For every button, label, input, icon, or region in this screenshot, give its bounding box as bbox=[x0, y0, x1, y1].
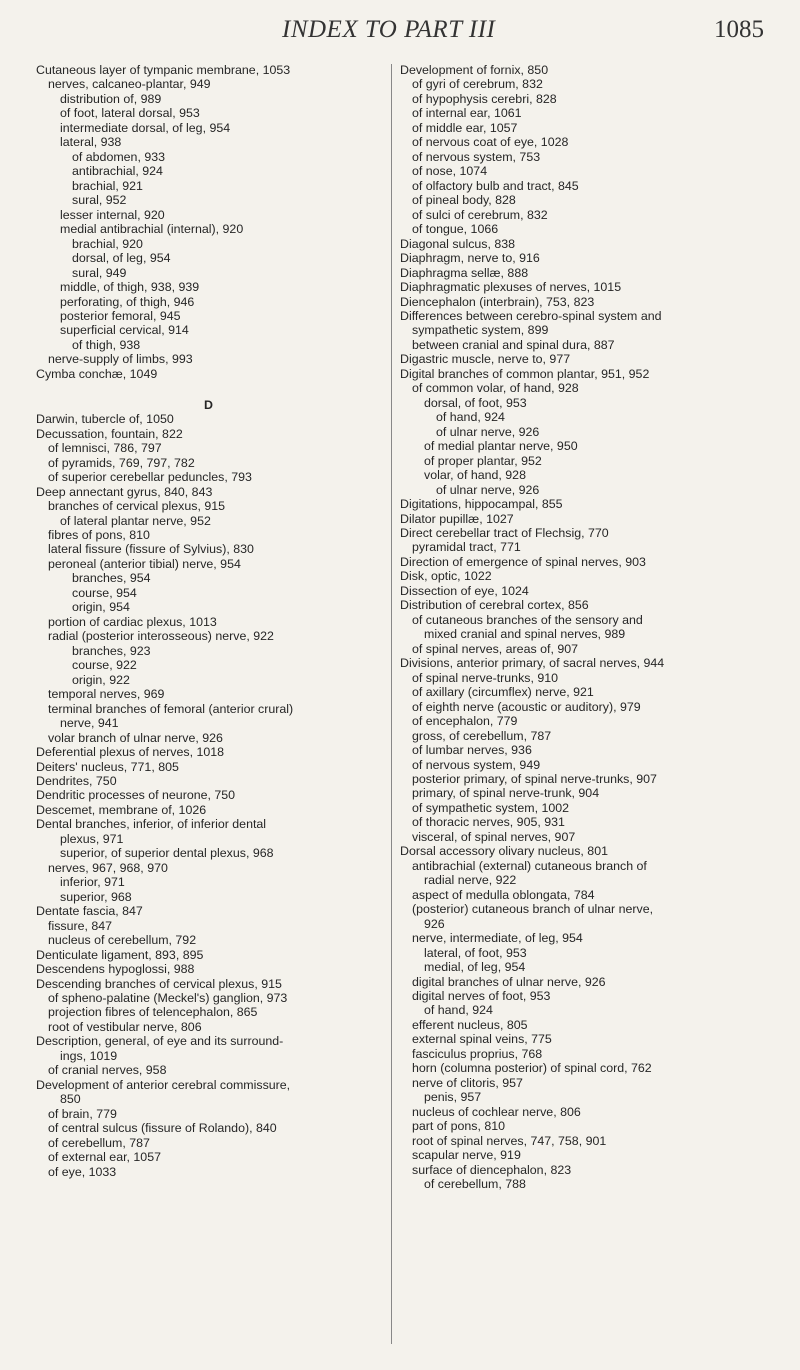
index-subentry: external spinal veins, 775 bbox=[412, 1032, 552, 1047]
index-subentry: of brain, 779 bbox=[48, 1106, 117, 1121]
index-subentry: of encephalon, 779 bbox=[412, 714, 518, 729]
index-subentry: of spheno-palatine (Meckel's) ganglion, 973 bbox=[48, 991, 288, 1005]
index-subentry: nerves, calcaneo-plantar, 949 bbox=[48, 77, 211, 92]
index-subentry: of external ear, 1057 bbox=[48, 1150, 161, 1165]
index-subentry: nucleus of cerebellum, 792 bbox=[48, 933, 197, 948]
index-subentry: primary, of spinal nerve-trunk, 904 bbox=[412, 786, 600, 801]
index-subentry: fasciculus proprius, 768 bbox=[412, 1046, 543, 1061]
index-subentry: surface of diencephalon, 823 bbox=[412, 1162, 572, 1177]
index-subentry: branches, 923 bbox=[72, 643, 151, 658]
index-entry: Dissection of eye, 1024 bbox=[400, 583, 529, 598]
index-subentry: volar, of hand, 928 bbox=[424, 468, 526, 483]
index-subentry: of nervous system, 753 bbox=[412, 149, 541, 164]
index-subentry: of middle ear, 1057 bbox=[412, 120, 518, 135]
index-entry: Digital branches of common plantar, 951, 952 bbox=[400, 366, 650, 381]
index-subentry: between cranial and spinal dura, 887 bbox=[412, 337, 615, 352]
index-subentry: of thoracic nerves, 905, 931 bbox=[412, 815, 565, 830]
page-header bbox=[0, 12, 800, 52]
index-subentry: dorsal, of leg, 954 bbox=[72, 251, 171, 266]
index-entry: Dilator pupillæ, 1027 bbox=[400, 511, 514, 526]
index-subentry: lateral, 938 bbox=[60, 135, 122, 150]
index-subentry: of abdomen, 933 bbox=[72, 149, 166, 164]
index-subentry: scapular nerve, 919 bbox=[412, 1148, 521, 1163]
index-entry: Darwin, tubercle of, 1050 bbox=[36, 412, 174, 427]
index-subentry: of eye, 1033 bbox=[48, 1164, 117, 1179]
index-subentry: of spinal nerves, areas of, 907 bbox=[412, 641, 578, 656]
index-subentry: brachial, 920 bbox=[72, 236, 143, 251]
index-subentry: pyramidal tract, 771 bbox=[412, 540, 521, 555]
index-entry: Diagonal sulcus, 838 bbox=[400, 236, 516, 251]
index-subentry: portion of cardiac plexus, 1013 bbox=[48, 614, 217, 629]
index-subentry: terminal branches of femoral (anterior crural) bbox=[48, 701, 294, 716]
index-entry: Decussation, fountain, 822 bbox=[36, 426, 183, 441]
index-subentry: course, 922 bbox=[72, 658, 137, 673]
page-number: 1085 bbox=[714, 16, 764, 43]
index-entry: Descemet, membrane of, 1026 bbox=[36, 802, 207, 817]
index-subentry: of central sulcus (fissure of Rolando), 840 bbox=[48, 1121, 277, 1136]
index-subentry: 850 bbox=[60, 1092, 81, 1107]
index-subentry: radial nerve, 922 bbox=[424, 873, 517, 888]
index-subentry: lesser internal, 920 bbox=[60, 207, 165, 222]
index-subentry: radial (posterior interosseous) nerve, 922 bbox=[48, 629, 274, 644]
index-column-right bbox=[400, 63, 775, 1192]
index-subentry: gross, of cerebellum, 787 bbox=[412, 728, 552, 743]
index-subentry: fibres of pons, 810 bbox=[48, 528, 150, 542]
index-subentry: of foot, lateral dorsal, 953 bbox=[60, 106, 200, 121]
index-subentry: medial antibrachial (internal), 920 bbox=[60, 222, 244, 237]
index-subentry: of ulnar nerve, 926 bbox=[436, 482, 540, 497]
index-subentry: efferent nucleus, 805 bbox=[412, 1017, 528, 1032]
index-subentry: root of spinal nerves, 747, 758, 901 bbox=[412, 1133, 607, 1148]
index-subentry: of gyri of cerebrum, 832 bbox=[412, 77, 543, 92]
index-subentry: nerve, intermediate, of leg, 954 bbox=[412, 931, 583, 946]
index-subentry: superficial cervical, 914 bbox=[60, 323, 189, 338]
index-subentry: sural, 949 bbox=[72, 265, 127, 280]
index-entry: Diaphragm, nerve to, 916 bbox=[400, 251, 540, 266]
index-entry: Differences between cerebro-spinal system and bbox=[400, 308, 662, 323]
index-subentry: lateral, of foot, 953 bbox=[424, 945, 527, 960]
index-entry: Dentate fascia, 847 bbox=[36, 904, 143, 919]
index-subentry: visceral, of spinal nerves, 907 bbox=[412, 829, 576, 844]
index-subentry: of nose, 1074 bbox=[412, 164, 488, 179]
index-subentry: of pyramids, 769, 797, 782 bbox=[48, 455, 195, 470]
index-subentry: of nervous coat of eye, 1028 bbox=[412, 135, 569, 150]
index-subentry: branches, 954 bbox=[72, 571, 151, 586]
index-entry: Deiters' nucleus, 771, 805 bbox=[36, 759, 179, 774]
index-subentry: branches of cervical plexus, 915 bbox=[48, 499, 226, 514]
index-entry: Dendrites, 750 bbox=[36, 773, 117, 788]
index-subentry: course, 954 bbox=[72, 585, 137, 600]
index-subentry: of medial plantar nerve, 950 bbox=[424, 439, 578, 454]
index-subentry: (posterior) cutaneous branch of ulnar nerve, bbox=[412, 902, 654, 917]
index-subentry: projection fibres of telencephalon, 865 bbox=[48, 1005, 258, 1020]
index-subentry: of internal ear, 1061 bbox=[412, 106, 522, 121]
index-subentry: volar branch of ulnar nerve, 926 bbox=[48, 730, 223, 745]
index-subentry: digital nerves of foot, 953 bbox=[412, 989, 551, 1003]
index-entry: Descendens hypoglossi, 988 bbox=[36, 962, 195, 977]
running-title: INDEX TO PART III bbox=[282, 16, 496, 43]
index-subentry: antibrachial, 924 bbox=[72, 164, 163, 179]
index-subentry: of lumbar nerves, 936 bbox=[412, 743, 532, 758]
index-subentry: peroneal (anterior tibial) nerve, 954 bbox=[48, 556, 241, 571]
index-entry: Cutaneous layer of tympanic membrane, 1053 bbox=[36, 63, 291, 77]
index-subentry: medial, of leg, 954 bbox=[424, 960, 526, 975]
index-subentry: of superior cerebellar peduncles, 793 bbox=[48, 470, 252, 485]
index-subentry: posterior primary, of spinal nerve-trunks, 907 bbox=[412, 771, 657, 786]
index-subentry: nucleus of cochlear nerve, 806 bbox=[412, 1104, 581, 1119]
index-entry: Dendritic processes of neurone, 750 bbox=[36, 788, 236, 803]
index-subentry: perforating, of thigh, 946 bbox=[60, 294, 195, 309]
index-entry: Dorsal accessory olivary nucleus, 801 bbox=[400, 844, 608, 859]
index-entry: Denticulate ligament, 893, 895 bbox=[36, 947, 204, 962]
index-column-left bbox=[36, 63, 381, 1179]
index-subentry: of cerebellum, 787 bbox=[48, 1135, 150, 1150]
index-subentry: of hypophysis cerebri, 828 bbox=[412, 91, 557, 106]
index-subentry: fissure, 847 bbox=[48, 918, 113, 933]
index-entry: Dental branches, inferior, of inferior dental bbox=[36, 817, 267, 832]
index-subentry: of cranial nerves, 958 bbox=[48, 1063, 167, 1078]
index-subentry: distribution of, 989 bbox=[60, 91, 162, 106]
index-subentry: temporal nerves, 969 bbox=[48, 687, 165, 702]
index-subentry: plexus, 971 bbox=[60, 831, 124, 846]
index-subentry: 926 bbox=[424, 916, 445, 931]
index-subentry: of hand, 924 bbox=[436, 410, 505, 425]
index-subentry: mixed cranial and spinal nerves, 989 bbox=[424, 627, 626, 642]
index-subentry: nerve-supply of limbs, 993 bbox=[48, 352, 193, 367]
index-entry: Disk, optic, 1022 bbox=[400, 569, 492, 584]
index-subentry: digital branches of ulnar nerve, 926 bbox=[412, 974, 606, 989]
index-entry: Cymba conchæ, 1049 bbox=[36, 366, 158, 381]
index-entry: Divisions, anterior primary, of sacral nerves, 944 bbox=[400, 656, 665, 671]
index-subentry: dorsal, of foot, 953 bbox=[424, 395, 527, 410]
index-entry: Descending branches of cervical plexus, 915 bbox=[36, 976, 282, 991]
index-entry: Digastric muscle, nerve to, 977 bbox=[400, 352, 571, 367]
index-subentry: of axillary (circumflex) nerve, 921 bbox=[412, 685, 594, 700]
index-entry: Direction of emergence of spinal nerves, 903 bbox=[400, 554, 646, 569]
index-subentry: root of vestibular nerve, 806 bbox=[48, 1019, 202, 1034]
index-subentry: of eighth nerve (acoustic or auditory), 979 bbox=[412, 699, 641, 714]
index-subentry: of thigh, 938 bbox=[72, 337, 141, 352]
index-subentry: of sympathetic system, 1002 bbox=[412, 800, 570, 815]
index-subentry: of olfactory bulb and tract, 845 bbox=[412, 178, 579, 193]
index-subentry: superior, 968 bbox=[60, 889, 132, 904]
index-subentry: of proper plantar, 952 bbox=[424, 453, 542, 468]
index-entry: Distribution of cerebral cortex, 856 bbox=[400, 598, 589, 613]
index-subentry: intermediate dorsal, of leg, 954 bbox=[60, 120, 231, 135]
index-subentry: of common volar, of hand, 928 bbox=[412, 381, 579, 396]
spacer bbox=[36, 381, 381, 395]
index-subentry: nerve of clitoris, 957 bbox=[412, 1075, 523, 1090]
index-subentry: superior, of superior dental plexus, 968 bbox=[60, 846, 274, 861]
index-subentry: aspect of medulla oblongata, 784 bbox=[412, 887, 595, 902]
index-subentry: of lemnisci, 786, 797 bbox=[48, 441, 162, 456]
index-subentry: of ulnar nerve, 926 bbox=[436, 424, 540, 439]
index-subentry: lateral fissure (fissure of Sylvius), 830 bbox=[48, 542, 254, 557]
index-entry: Diencephalon (interbrain), 753, 823 bbox=[400, 294, 595, 309]
index-subentry: nerves, 967, 968, 970 bbox=[48, 860, 168, 875]
column-divider bbox=[391, 64, 392, 1344]
index-subentry: of pineal body, 828 bbox=[412, 193, 516, 208]
index-entry: Diaphragmatic plexuses of nerves, 1015 bbox=[400, 280, 622, 295]
index-entry: Digitations, hippocampal, 855 bbox=[400, 497, 563, 512]
index-subentry: brachial, 921 bbox=[72, 178, 143, 193]
index-subentry: of lateral plantar nerve, 952 bbox=[60, 513, 211, 528]
index-entry: Deferential plexus of nerves, 1018 bbox=[36, 745, 225, 760]
index-entry: Description, general, of eye and its surround- bbox=[36, 1034, 284, 1049]
index-subentry: of nervous system, 949 bbox=[412, 757, 541, 772]
index-subentry: nerve, 941 bbox=[60, 716, 119, 731]
index-subentry: of tongue, 1066 bbox=[412, 222, 499, 237]
index-subentry: of hand, 924 bbox=[424, 1003, 493, 1018]
index-entry: Development of fornix, 850 bbox=[400, 63, 549, 77]
index-subentry: middle, of thigh, 938, 939 bbox=[60, 280, 200, 295]
index-subentry: horn (columna posterior) of spinal cord, 762 bbox=[412, 1061, 652, 1076]
index-subentry: of cerebellum, 788 bbox=[424, 1177, 526, 1192]
index-subentry: sural, 952 bbox=[72, 193, 127, 208]
index-entry: Deep annectant gyrus, 840, 843 bbox=[36, 484, 213, 499]
index-subentry: part of pons, 810 bbox=[412, 1119, 505, 1134]
index-entry: Diaphragma sellæ, 888 bbox=[400, 265, 529, 280]
index-entry: Direct cerebellar tract of Flechsig, 770 bbox=[400, 526, 609, 540]
index-subentry: penis, 957 bbox=[424, 1090, 482, 1105]
index-subentry: antibrachial (external) cutaneous branch of bbox=[412, 858, 647, 873]
index-subentry: origin, 922 bbox=[72, 672, 130, 687]
index-subentry: origin, 954 bbox=[72, 600, 130, 615]
index-subentry: sympathetic system, 899 bbox=[412, 323, 549, 338]
index-subentry: inferior, 971 bbox=[60, 875, 125, 890]
section-letter-heading: D bbox=[204, 397, 213, 412]
index-subentry: ings, 1019 bbox=[60, 1048, 118, 1063]
index-subentry: of sulci of cerebrum, 832 bbox=[412, 207, 548, 222]
index-subentry: of spinal nerve-trunks, 910 bbox=[412, 670, 559, 685]
index-subentry: of cutaneous branches of the sensory and bbox=[412, 612, 643, 627]
index-subentry: posterior femoral, 945 bbox=[60, 308, 181, 323]
index-entry: Development of anterior cerebral commissure, bbox=[36, 1077, 291, 1092]
